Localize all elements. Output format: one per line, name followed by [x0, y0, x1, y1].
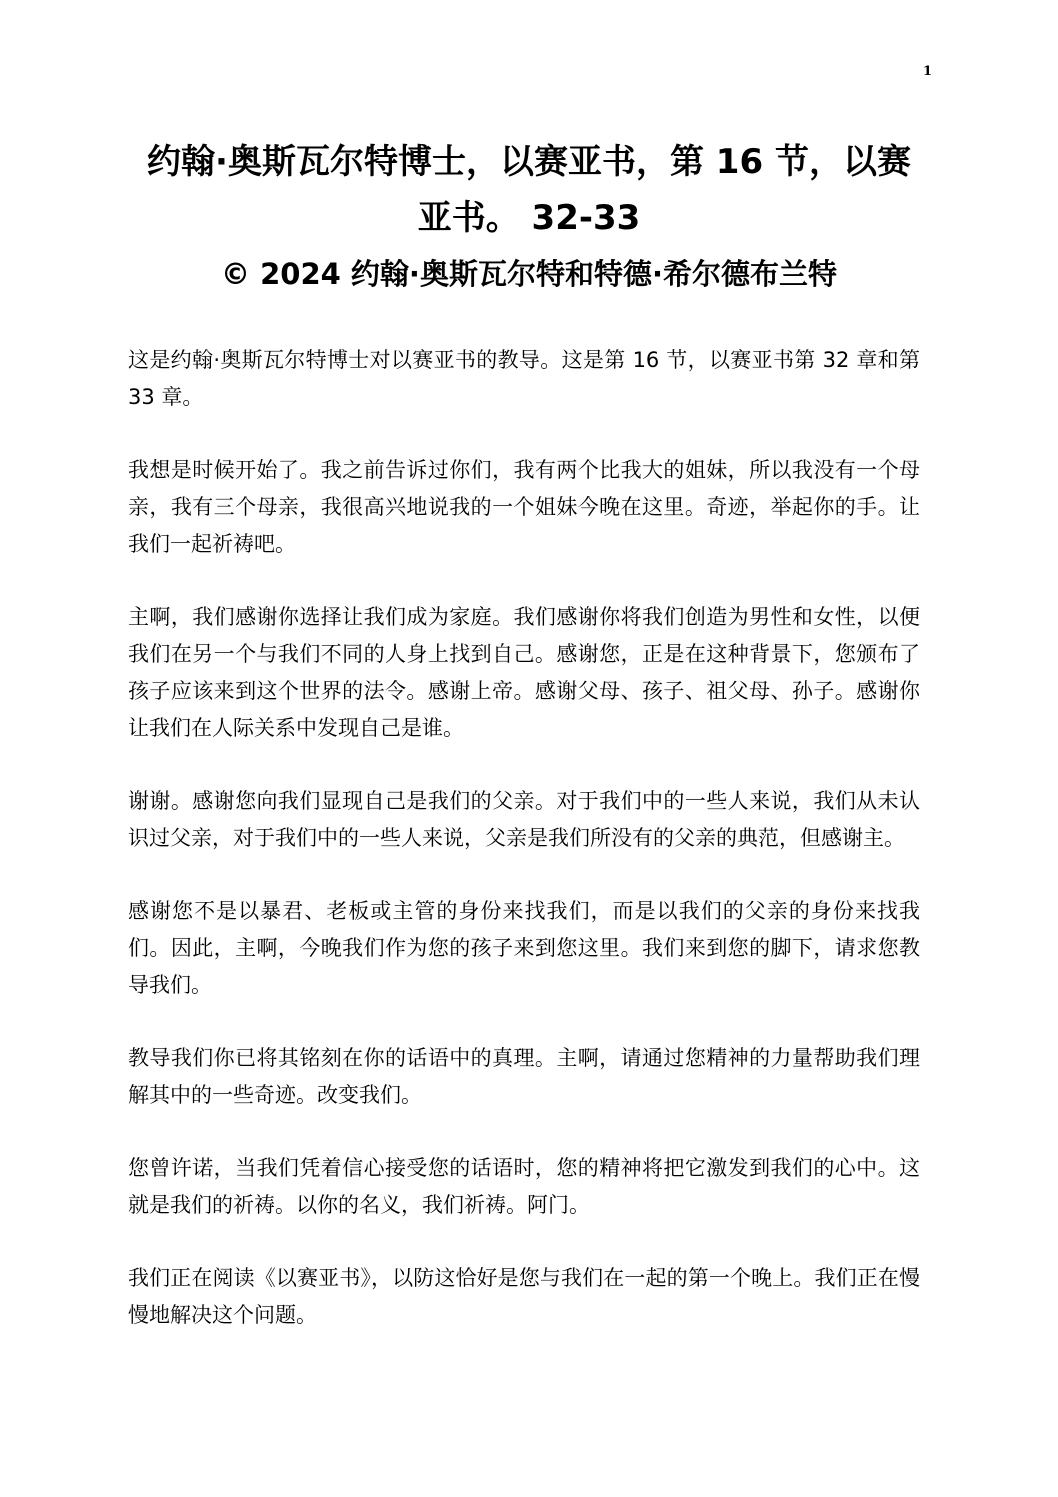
- paragraph: 您曾许诺，当我们凭着信心接受您的话语时，您的精神将把它激发到我们的心中。这就是我们的祈祷。以你的名义，我们祈祷。阿门。: [128, 1156, 920, 1217]
- page-number: 1: [922, 64, 932, 79]
- paragraph: 我想是时候开始了。我之前告诉过你们，我有两个比我大的姐妹，所以我没有一个母亲，我有三个母亲，我很高兴地说我的一个姐妹今晚在这里。奇迹，举起你的手。让我们一起祈祷吧。: [128, 458, 920, 556]
- paragraph: 这是约翰·奥斯瓦尔特博士对以赛亚书的教导。这是第 16 节，以赛亚书第 32 章和第 33 章。: [128, 348, 920, 409]
- paragraph: 主啊，我们感谢你选择让我们成为家庭。我们感谢你将我们创造为男性和女性，以便我们在另一个与我们不同的人身上找到自己。感谢您，正是在这种背景下，您颁布了孩子应该来到这个世界的法令。感谢上帝。感谢父母、孩子、祖父母、孙子。感谢你让我们在人际关系中发现自己是谁。: [128, 605, 920, 740]
- paragraph: 谢谢。感谢您向我们显现自己是我们的父亲。对于我们中的一些人来说，我们从未认识过父亲，对于我们中的一些人来说，父亲是我们所没有的父亲的典范，但感谢主。: [128, 789, 920, 850]
- title-line-2: 亚书。 32-33: [417, 198, 641, 238]
- paragraph: 教导我们你已将其铭刻在你的话语中的真理。主啊，请通过您精神的力量帮助我们理解其中的一些奇迹。改变我们。: [128, 1046, 920, 1107]
- paragraph: 感谢您不是以暴君、老板或主管的身份来找我们，而是以我们的父亲的身份来找我们。因此，主啊，今晚我们作为您的孩子来到您这里。我们来到您的脚下，请求您教导我们。: [128, 899, 920, 997]
- paragraph: 我们正在阅读《以赛亚书》，以防这恰好是您与我们在一起的第一个晚上。我们正在慢慢地解决这个问题。: [128, 1266, 920, 1327]
- title-line-1: 约翰·奥斯瓦尔特博士，以赛亚书，第 16 节，以赛: [147, 142, 911, 182]
- document-body: [128, 342, 920, 1370]
- document-title: [110, 134, 948, 302]
- copyright-line: © 2024 约翰·奥斯瓦尔特和特德·希尔德布兰特: [221, 257, 837, 291]
